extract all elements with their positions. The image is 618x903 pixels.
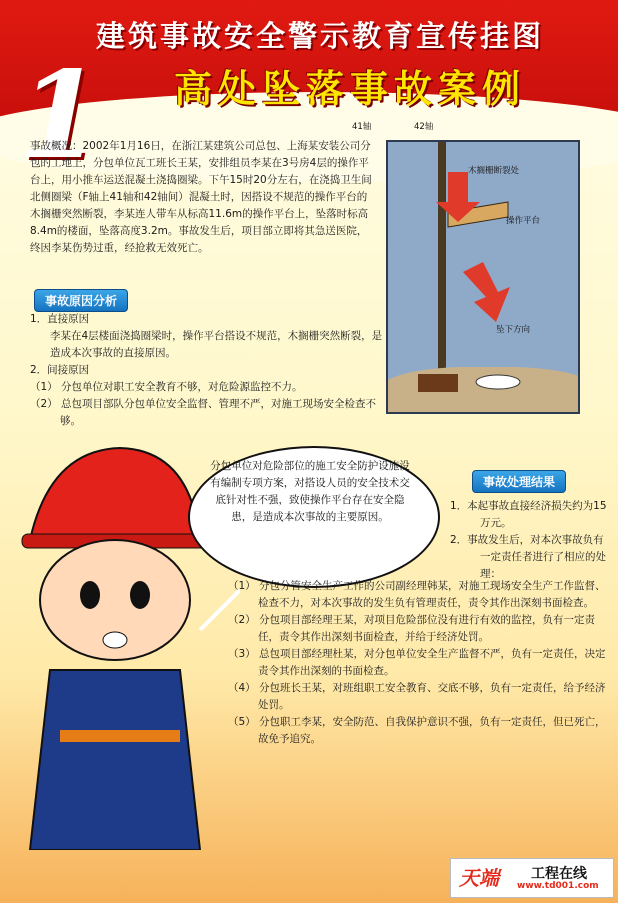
result-section-body — [450, 498, 610, 583]
disciplinary-measures — [228, 578, 608, 748]
axis-41-label: 41轴 — [352, 122, 372, 132]
scene-drawing — [388, 142, 578, 412]
indirect-cause-heading: 2．间接原因 — [30, 364, 90, 376]
cause-section-title: 事故原因分析 — [34, 289, 128, 312]
case-number: 1 — [18, 45, 102, 186]
logo-url: www.td001.com — [517, 881, 599, 891]
fallen-worker-shape — [476, 375, 520, 389]
direct-cause-heading: 1．直接原因 — [30, 313, 90, 325]
cause-section-body — [30, 311, 385, 430]
measure-item: （1） 分包分管安全生产工作的公司副经理韩某，对施工现场安全生产工作监督、检查不力，对本次事故的发生负有管理责任，责令其作出深刻书面检查。 — [228, 580, 606, 609]
poster-title: 建筑事故安全警示教育宣传挂图 — [95, 19, 544, 53]
result-section-title: 事故处理结果 — [472, 470, 566, 493]
right-eye — [130, 581, 150, 609]
speech-bubble-text: 分包单位对危险部位的施工安全防护设施没有编制专项方案，对搭设人员的安全技术交底针对性不强，致使操作平台存在安全隐患，是造成本次事故的主要原因。 — [210, 460, 410, 523]
left-eye — [80, 581, 100, 609]
cart-shape — [418, 374, 458, 392]
accident-illustration — [352, 118, 612, 418]
logo-brand: 天端 — [459, 866, 499, 890]
scene-frame — [386, 140, 580, 414]
measure-item: （2） 分包项目部经理王某，对项目危险部位没有进行有效的监控，负有一定责任，责令其作出深刻书面检查，并给于经济处罚。 — [228, 614, 596, 643]
indirect-cause-2: （2） 总包项目部队分包单位安全监督、管理不严，对施工现场安全检查不够。 — [30, 398, 377, 427]
measure-item: （3） 总包项目部经理杜某，对分包单位安全生产监督不严，负有一定责任，决定责令其作出深刻的书面检查。 — [228, 648, 606, 677]
case-subtitle: 高处坠落事故案例 — [173, 67, 526, 111]
site-logo — [450, 858, 614, 898]
mouth — [103, 632, 127, 648]
measure-item: （4） 分包班长王某，对班组职工安全教育、交底不够，负有一定责任，给予经济处罚。 — [228, 682, 606, 711]
measure-item: （5） 分包职工李某，安全防范、自我保护意识不强，负有一定责任，但已死亡，故免予追究。 — [228, 716, 606, 745]
helmet-shape — [30, 448, 200, 540]
platform-label: 操作平台 — [506, 216, 541, 226]
indirect-cause-1: （1） 分包单位对职工安全教育不够，对危险源监控不力。 — [30, 381, 303, 393]
result-item-2: 2．事故发生后，对本次事故负有一定责任者进行了相应的处理： — [450, 534, 606, 580]
direction-label: 坠下方向 — [496, 325, 531, 335]
red-arrow-fall — [463, 262, 510, 322]
break-label: 木搁栅断裂处 — [468, 166, 520, 176]
uniform-shape — [30, 670, 200, 850]
logo-site-name: 工程在线 — [531, 866, 587, 882]
accident-overview: 事故概况：2002年1月16日，在浙江某建筑公司总包、上海某安装公司分包的工地上，分包单位瓦工班长王某，安排组员李某在3号房4层的操作平台上，用小推车运送混凝土浇捣圈梁。下午15时20分左右，在浇捣卫生间北侧圈梁（F轴上41轴和42轴间）混凝土时，因搭设不规范的操作平台的木搁栅突然断裂，李某连人带车从标高11.6m的操作平台上，坠落时标高8.4m的楼面，坠落高度3.2m。事故发生后，项目部立即将其急送医院，终因李某伤势过重，经抢救无效死亡。 — [30, 140, 372, 254]
axis-42-label: 42轴 — [414, 122, 434, 132]
direct-cause-text: 李某在4层楼面浇捣圈梁时，操作平台搭设不规范，木搁栅突然断裂，是造成本次事故的直接原因。 — [50, 330, 383, 359]
result-item-1: 1．本起事故直接经济损失约为15万元。 — [450, 500, 607, 529]
uniform-belt — [60, 730, 180, 742]
